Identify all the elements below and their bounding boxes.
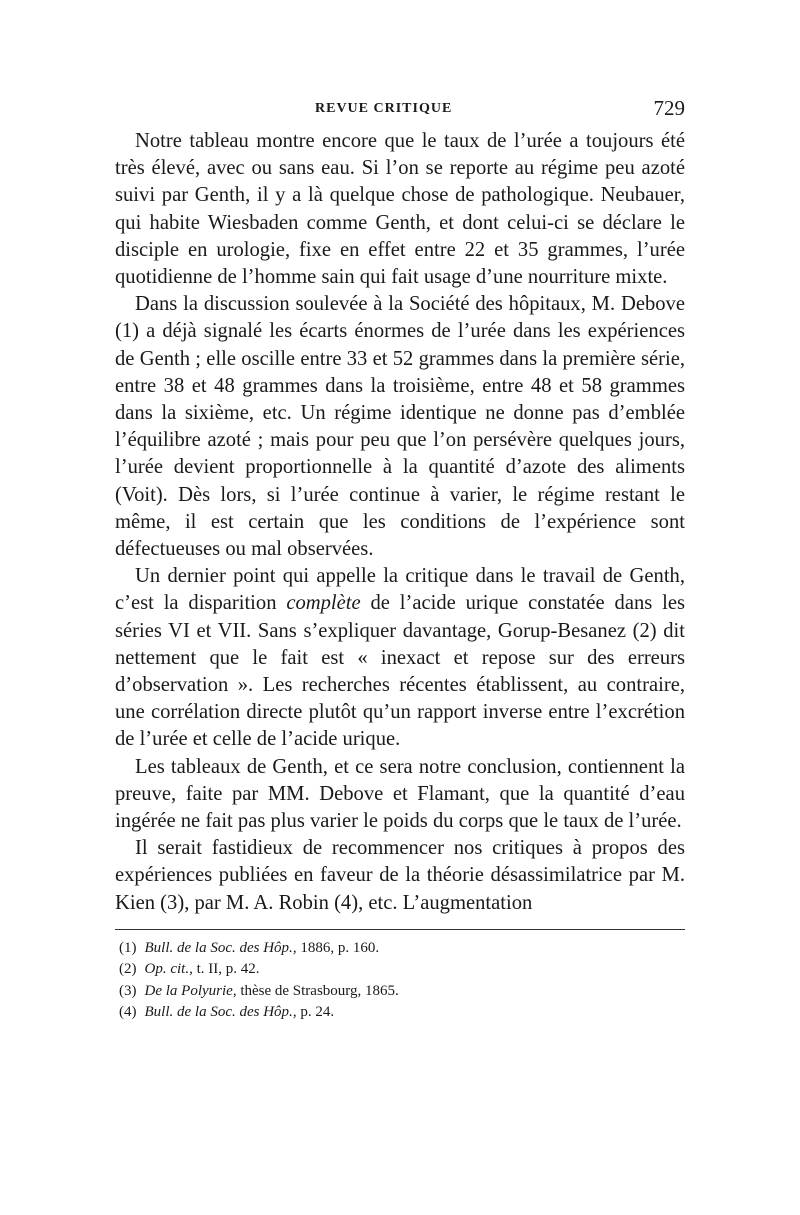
footnote-details: , thèse de Strasbourg, 1865. (232, 982, 399, 999)
footnote-details: , p. 24. (292, 1004, 335, 1021)
footnote-number: (4) (119, 1004, 137, 1021)
footnote-source: Bull. de la Soc. des Hôp. (144, 1004, 293, 1021)
footnote-details: , t. II, p. 42. (189, 961, 260, 978)
paragraph: Les tableaux de Genth, et ce sera notre conclusion, contiennent la preuve, faite par MM. Debove et Flamant, que la quantité d’eau ingérée ne fait pas plus varier le poids du corps que le taux de l’urée. (115, 755, 685, 833)
footnote-source: Bull. de la Soc. des Hôp. (144, 939, 293, 956)
book-page (115, 96, 685, 1024)
footnote (119, 981, 685, 1003)
footnote-source: Op. cit. (144, 961, 190, 978)
body-text (115, 128, 685, 917)
paragraph: Notre tableau montre encore que le taux de l’urée a toujours été très élevé, avec ou sans eau. Si l’on se reporte au régime peu azoté suivi par Genth, il y a là quelque chose de pathologique. Neubauer, qui habite Wiesbaden comme Genth, et dont celui-ci se déclare le disciple en urologie, fixe en effet entre 22 et 35 grammes, l’urée quotidienne de l’homme sain qui fait usage d’une nourriture mixte. (115, 130, 685, 289)
footnotes (115, 938, 685, 1024)
paragraph-text: de l’acide urique constatée dans les séries VI et VII. Sans s’expliquer davantage, Gorup-Besanez (2) dit nettement que le fait est « inexact et repose sur des erreurs d’observation ». Les recherches récentes établissent, au contraire, une corrélation directe plutôt qu’un rapport inverse entre l’excrétion de l’urée et celle de l’acide urique. (115, 592, 685, 751)
paragraph (115, 563, 685, 753)
emphasized-word: complète (286, 592, 361, 615)
footnote-number: (1) (119, 939, 137, 956)
footnote-source: De la Polyurie (144, 982, 233, 999)
footnote (119, 938, 685, 960)
footnote-details: , 1886, p. 160. (292, 939, 380, 956)
page-number: 729 (653, 96, 685, 120)
footnote (119, 1002, 685, 1024)
paragraph-text: Un dernier point qui appelle la critique dans le travail de Genth, c’est la disparition (115, 565, 685, 615)
footnote-number: (2) (119, 961, 137, 978)
footnote-divider (115, 929, 685, 930)
paragraph: Il serait fastidieux de recommencer nos critiques à propos des expériences publiées en faveur de la théorie désassimilatrice par M. Kien (3), par M. A. Robin (4), etc. L’augmentation (115, 837, 685, 914)
footnote (119, 959, 685, 981)
running-title: REVUE CRITIQUE (315, 101, 453, 116)
footnote-number: (3) (119, 982, 137, 999)
page-header (115, 96, 685, 128)
paragraph: Dans la discussion soulevée à la Société des hôpitaux, M. Debove (1) a déjà signalé les écarts énormes de l’urée dans les expériences de Genth ; elle oscille entre 33 et 52 grammes dans la première série, entre 38 et 48 grammes dans la troisième, entre 48 et 58 grammes dans la sixième, etc. Un régime identique ne donne pas d’emblée l’équilibre azoté ; mais pour peu que l’on persévère quelques jours, l’urée devient proportionnelle à la quantité d’azote des aliments (Voit). Dès lors, si l’urée continue à varier, le régime restant le même, il est certain que les conditions de l’expérience sont défectueuses ou mal observées. (115, 293, 685, 561)
